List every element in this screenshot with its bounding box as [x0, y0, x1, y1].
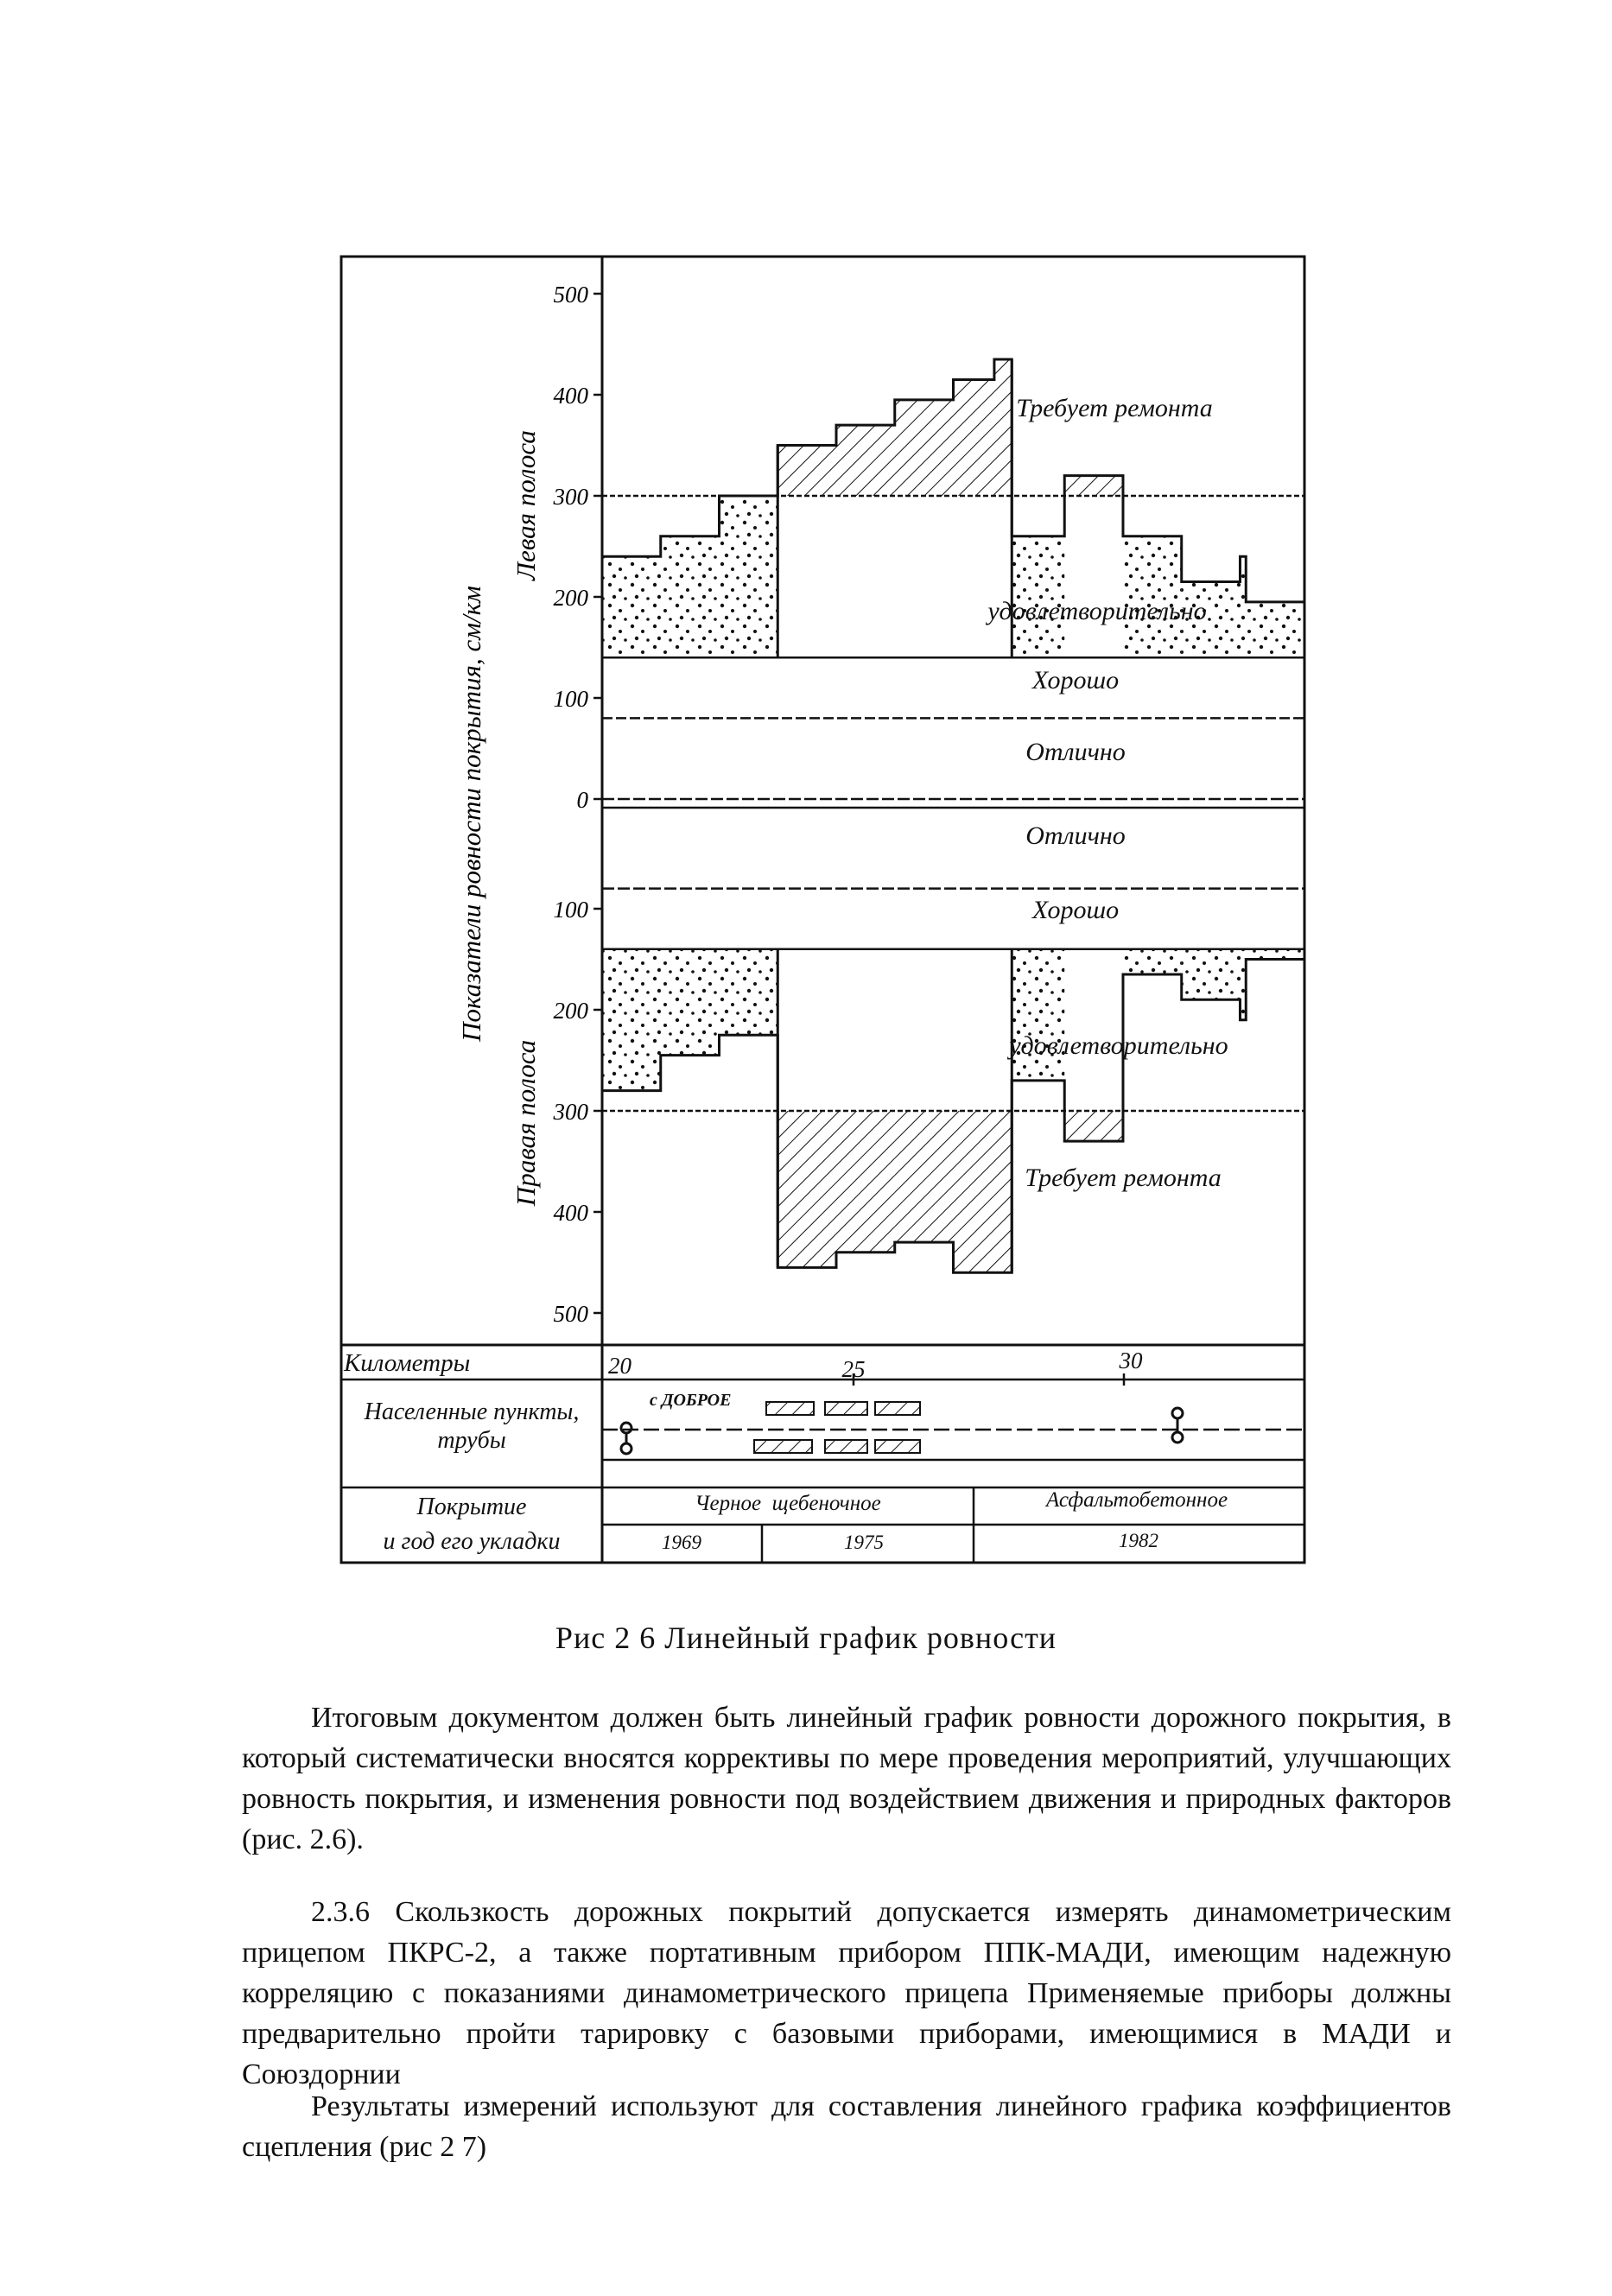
- y-tick-label: 500: [553, 282, 588, 308]
- zone-satisfactory-lower: удовлетворительно: [1009, 1031, 1228, 1060]
- y-tick-label: 0: [576, 787, 588, 813]
- paragraph-1: Итоговым документом должен быть линейный график ровности дорожного покрытия, в который систематически вносятся коррективы по мере проведения мероприятий, улучшающих ровность покрытия, и изменения ровности под воздействием движения и природных факторов (рис. 2.6).: [242, 1702, 1451, 1855]
- y-tick-label: 400: [553, 1200, 588, 1226]
- zone-excellent-lower: Отлично: [1025, 821, 1126, 850]
- satisfactory-fill: [661, 536, 720, 657]
- left-lane-label: Левая полоса: [511, 430, 541, 580]
- coating-label-2: и год его укладки: [383, 1528, 561, 1555]
- year-2: 1975: [844, 1532, 884, 1553]
- y-tick-label: 300: [553, 1099, 588, 1125]
- satisfactory-fill: [720, 496, 778, 657]
- coating-label-1: Покрытие: [416, 1494, 527, 1520]
- right-lane-label: Правая полоса: [511, 1039, 541, 1207]
- y-axis-label: Показатели ровности покрытия, см/км: [456, 586, 486, 1042]
- y-tick-label: 400: [553, 383, 588, 409]
- zone-repair-lower: Требует ремонта: [1025, 1164, 1222, 1192]
- satisfactory-fill: [1246, 602, 1304, 657]
- repair-fill: [1064, 476, 1123, 496]
- zone-excellent-upper: Отлично: [1025, 738, 1126, 766]
- satisfactory-fill: [602, 556, 661, 657]
- repair-fill: [1064, 1111, 1123, 1141]
- paragraph-3: Результаты измерений используют для составления линейного графика коэффициентов сцепления (рис 2 7): [242, 2090, 1451, 2163]
- satisfactory-fill: [602, 949, 661, 1091]
- satisfactory-fill: [720, 949, 778, 1035]
- year-1: 1969: [662, 1532, 701, 1553]
- repair-fill: [836, 425, 895, 496]
- y-tick-label: 300: [553, 484, 588, 510]
- satisfactory-fill: [1012, 949, 1064, 1081]
- y-tick-label: 200: [553, 585, 588, 611]
- year-3: 1982: [1119, 1530, 1158, 1551]
- coating-2: Асфальтобетонное: [1045, 1488, 1228, 1512]
- repair-fill: [777, 446, 836, 497]
- repair-fill: [895, 1111, 954, 1242]
- repair-fill: [994, 359, 1012, 496]
- zone-repair-upper: Требует ремонта: [1016, 394, 1213, 422]
- coating-1: Черное щебеночное: [695, 1492, 881, 1515]
- settlement-name: с ДОБРОЕ: [650, 1391, 732, 1410]
- settlements-label-1: Населенные пункты,: [364, 1399, 580, 1425]
- settlement-blocks: [754, 1402, 920, 1453]
- y-tick-label: 500: [553, 1301, 588, 1327]
- repair-fill: [836, 1111, 895, 1253]
- satisfactory-fill: [661, 949, 720, 1056]
- zone-good-upper: Хорошо: [1031, 666, 1120, 695]
- settlements-label-2: трубы: [437, 1427, 506, 1454]
- satisfactory-fill: [1182, 949, 1241, 1000]
- paragraph-2: 2.3.6 Скользкость дорожных покрытий допускается измерять динамометрическим прицепом ПКРС-2, а также портативным прибором ППК-МАДИ, имеющим надежную корреляцию с показаниями динамометрического прицепа Применяемые приборы должны предварительно пройти тарировку с базовыми приборами, имеющимися в МАДИ и Союздорнии: [242, 1896, 1451, 2090]
- figure-caption: Рис 2 6 Линейный график ровности: [555, 1621, 1057, 1655]
- zone-satisfactory-upper: удовлетворительно: [987, 597, 1207, 625]
- repair-fill: [954, 1111, 1012, 1272]
- repair-fill: [954, 379, 994, 496]
- repair-fill: [777, 1111, 836, 1267]
- y-ticks: [553, 282, 603, 1327]
- km-tick-25: 25: [841, 1356, 866, 1382]
- km-tick-30: 30: [1119, 1348, 1143, 1373]
- km-tick-20: 20: [608, 1353, 631, 1379]
- y-tick-label: 100: [553, 686, 588, 712]
- y-tick-label: 200: [553, 998, 588, 1024]
- km-label: Километры: [344, 1349, 471, 1377]
- y-tick-label: 100: [553, 897, 588, 923]
- repair-fill: [895, 400, 954, 496]
- satisfactory-fill: [1246, 949, 1304, 960]
- satisfactory-fill: [1123, 949, 1182, 974]
- zone-good-lower: Хорошо: [1031, 896, 1120, 924]
